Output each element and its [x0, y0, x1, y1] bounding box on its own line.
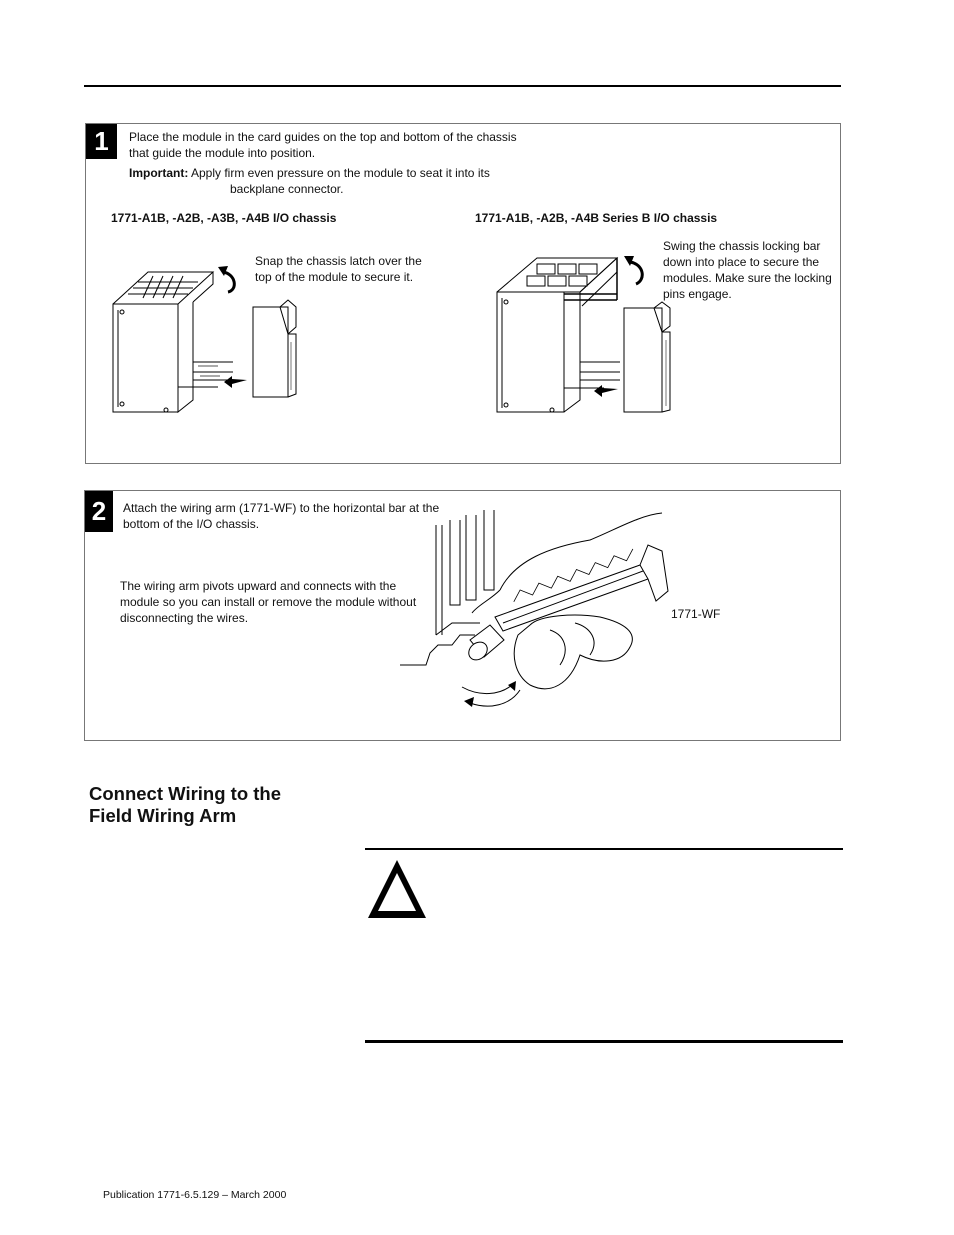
step-1-line-1: Place the module in the card guides on the top and bottom of the chassis: [129, 130, 517, 144]
top-rule: [84, 85, 841, 87]
right-note-3: modules. Make sure the locking: [663, 271, 832, 285]
warning-top-rule: [365, 848, 843, 850]
step-2-para-3: disconnecting the wires.: [120, 611, 249, 625]
step-1-line-2: that guide the module into position.: [129, 146, 316, 160]
section-title-line-2: Field Wiring Arm: [89, 805, 237, 826]
left-chassis-heading: 1771-A1B, -A2B, -A3B, -A4B I/O chassis: [111, 211, 337, 225]
section-title: [89, 783, 281, 827]
important-label: Important:: [129, 166, 189, 180]
step-2-para-2: module so you can install or remove the module without: [120, 595, 417, 609]
step-1-important-line-2: backplane connector.: [230, 182, 344, 196]
step-2-line-1: Attach the wiring arm (1771-WF) to the horizontal bar at the: [123, 501, 440, 515]
section-title-line-1: Connect Wiring to the: [89, 783, 282, 804]
left-chassis-illustration: [108, 262, 308, 422]
step-1-number: 1: [86, 124, 117, 159]
warning-bottom-rule: [365, 1040, 843, 1043]
right-note-1: Swing the chassis locking bar: [663, 239, 821, 253]
step-2-para-1: The wiring arm pivots upward and connects with the: [120, 579, 397, 593]
footer-publication: Publication 1771-6.5.129 – March 2000: [103, 1189, 287, 1201]
wiring-arm-callout: 1771-WF: [671, 607, 721, 621]
left-note-2: top of the module to secure it.: [255, 270, 414, 284]
left-note-1: Snap the chassis latch over the: [255, 254, 422, 268]
wiring-arm-illustration: [400, 505, 670, 710]
step-2-number: 2: [85, 491, 113, 532]
important-text: Apply firm even pressure on the module to seat it into its: [191, 166, 490, 180]
step-2-line-2: bottom of the I/O chassis.: [123, 517, 260, 531]
right-note-2: down into place to secure the: [663, 255, 820, 269]
right-chassis-heading: 1771-A1B, -A2B, -A4B Series B I/O chassis: [475, 211, 718, 225]
right-chassis-illustration: [492, 250, 692, 420]
warning-triangle-icon: [364, 856, 430, 922]
right-note-4: pins engage.: [663, 287, 732, 301]
step-1-important: [129, 165, 490, 181]
